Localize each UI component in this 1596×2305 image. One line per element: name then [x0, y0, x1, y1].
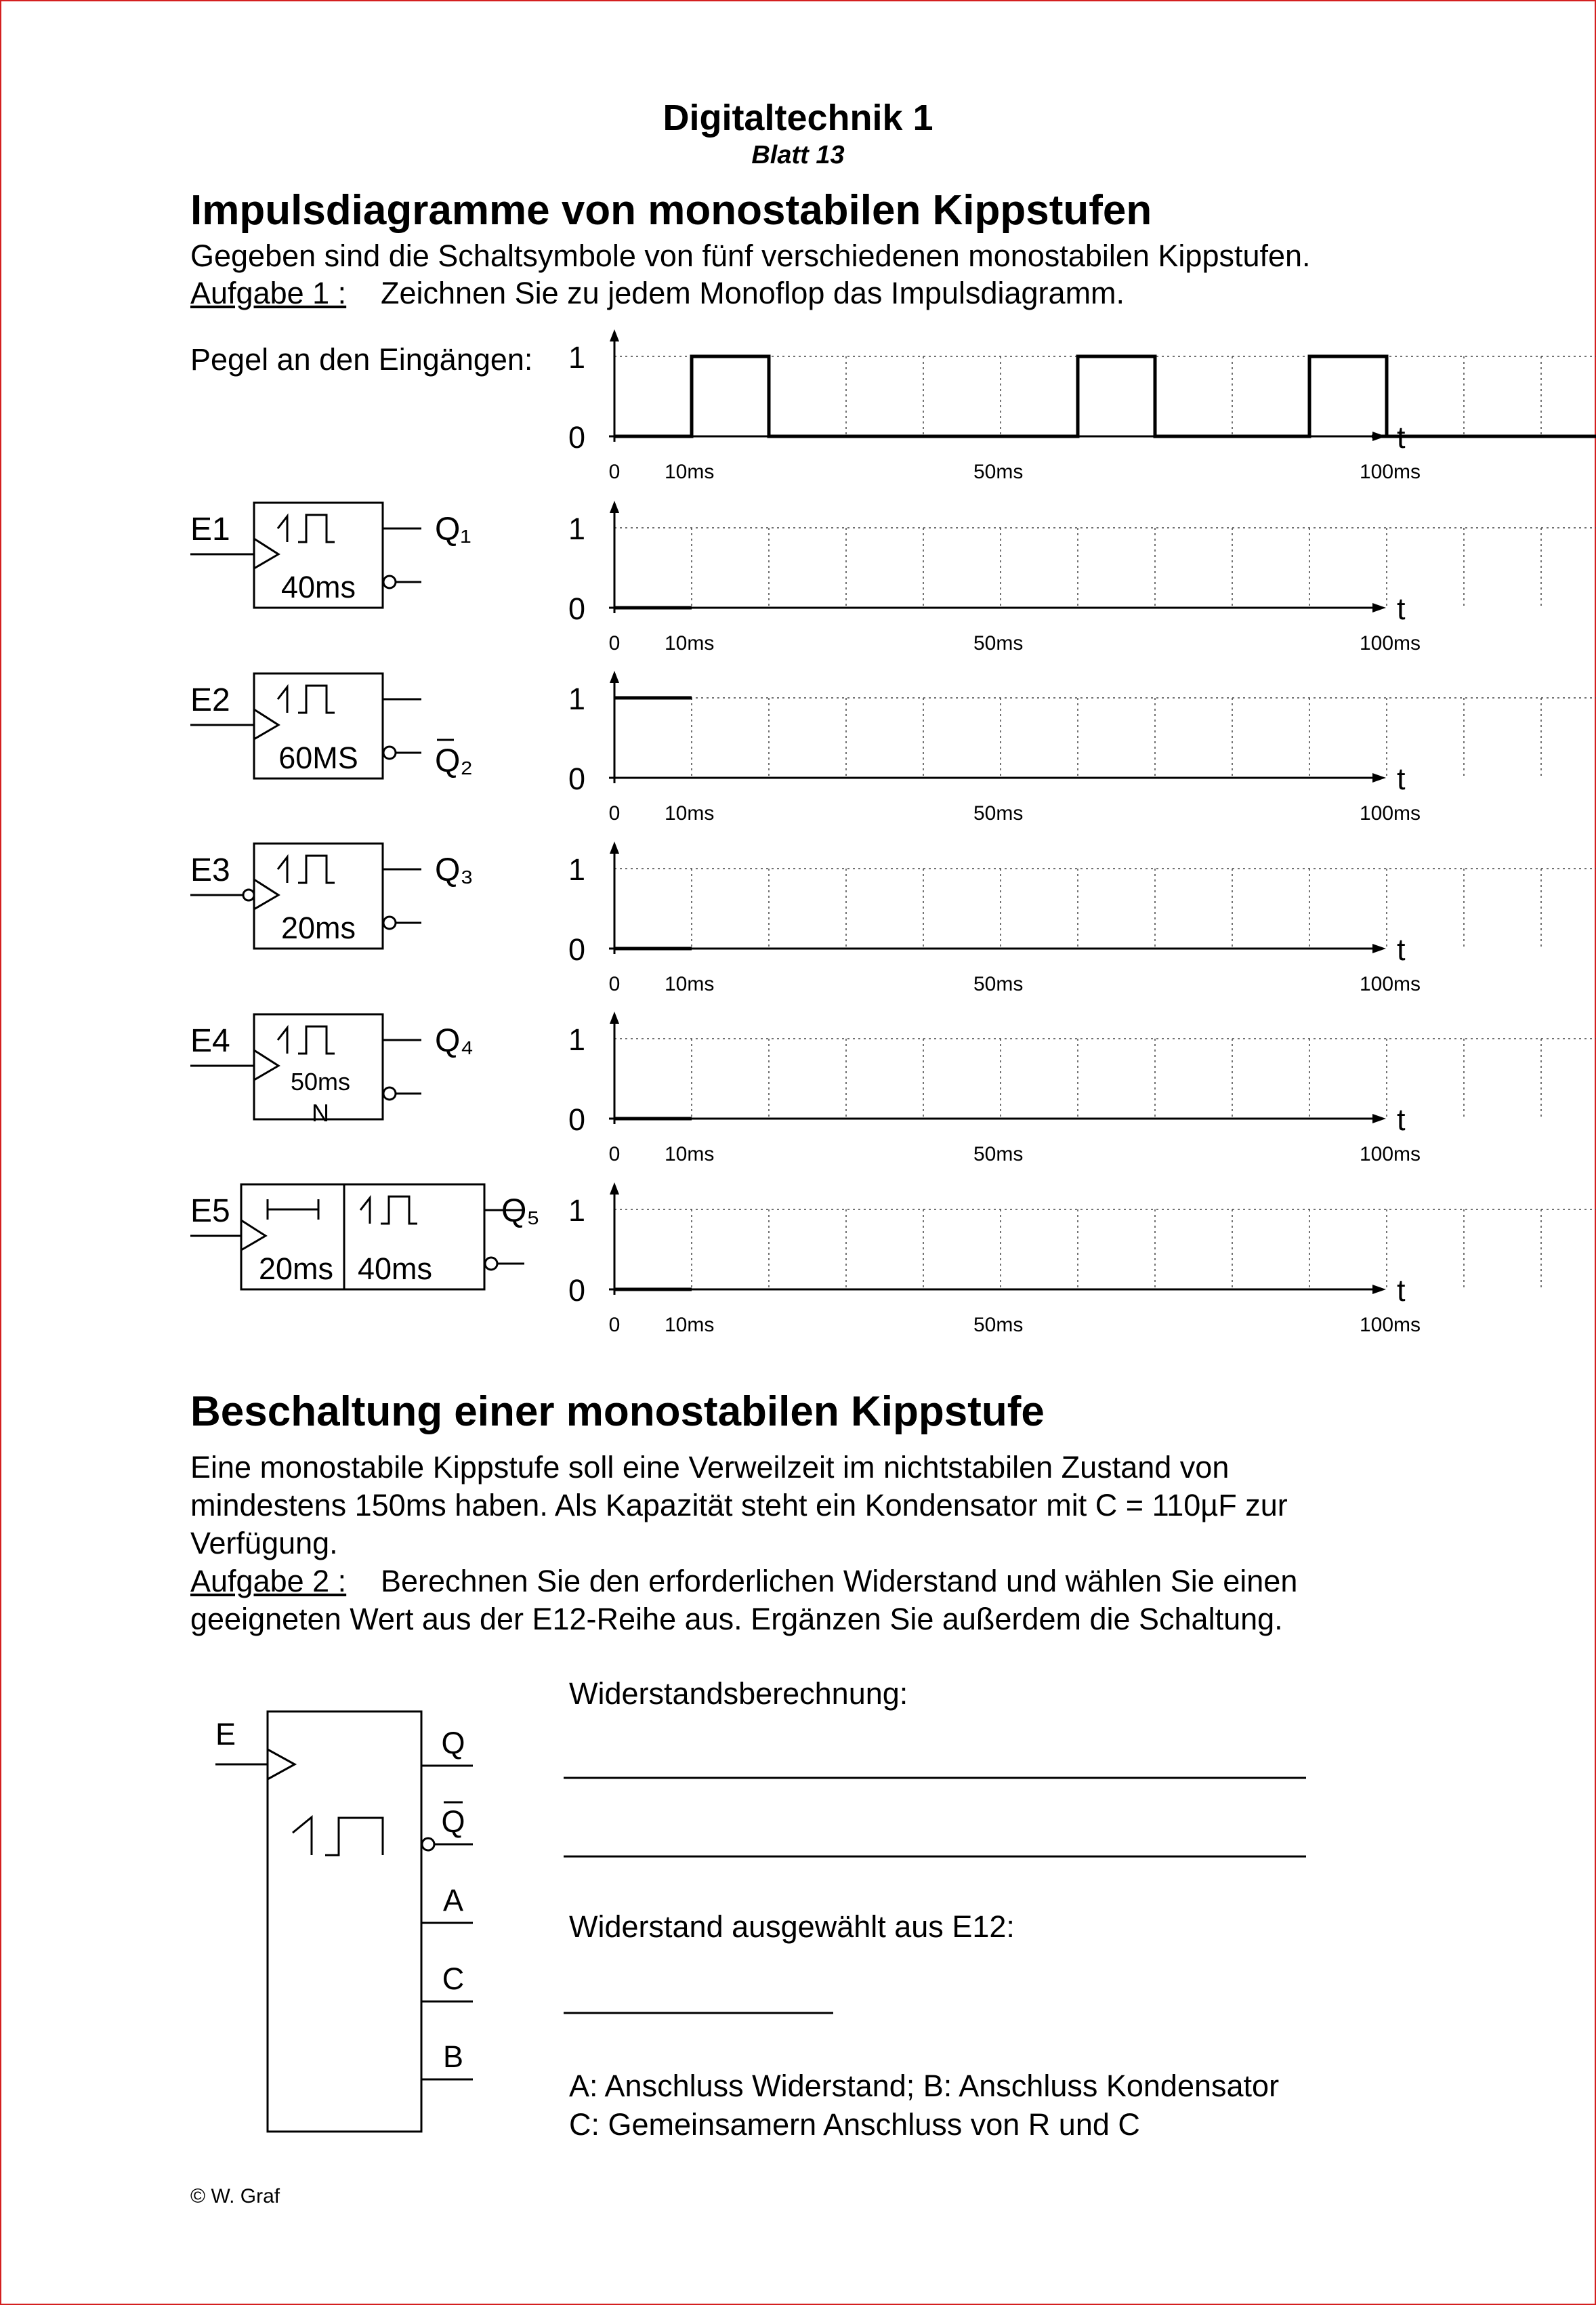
trigger-edge-glyph — [278, 687, 287, 713]
tick-label: 10ms — [665, 1314, 715, 1336]
chip-pin-label-q: Q — [441, 1726, 465, 1760]
tick-label: 50ms — [973, 802, 1024, 825]
monoflop-time: 40ms — [280, 570, 356, 604]
tick-label: 10ms — [665, 802, 715, 825]
legend-line1: A: Anschluss Widerstand; B: Anschluss Kondensator — [569, 2069, 1280, 2103]
input-label: E1 — [190, 512, 230, 547]
input-label: E5 — [190, 1193, 230, 1229]
tick-label: 0 — [608, 802, 621, 825]
output-negation-bubble — [383, 747, 396, 759]
y-axis-arrow — [610, 1182, 619, 1195]
section2-para-line2: mindestens 150ms haben. Als Kapazität steht ein Kondensator mit C = 110µF zur — [190, 1488, 1288, 1522]
t-label: t — [1397, 1273, 1406, 1308]
input-label: E4 — [190, 1023, 230, 1059]
tick-label: 50ms — [973, 632, 1024, 655]
y-label-low: 0 — [568, 1102, 585, 1137]
trigger-edge-glyph — [278, 857, 287, 883]
tick-label: 100ms — [1360, 973, 1421, 995]
copyright: © W. Graf — [190, 2185, 280, 2207]
chip-pulse-glyph — [325, 1818, 383, 1855]
tick-label: 100ms — [1360, 1314, 1421, 1336]
sheet-number: Blatt 13 — [751, 141, 845, 169]
tick-label: 50ms — [973, 973, 1024, 995]
chip-pin-label-q: Q — [441, 1804, 465, 1839]
y-label-low: 0 — [568, 1273, 585, 1308]
task2-line1: Berechnen Sie den erforderlichen Widerstand und wählen Sie einen — [381, 1564, 1298, 1598]
section1-intro: Gegeben sind die Schaltsymbole von fünf verschiedenen monostabilen Kippstufen. — [190, 238, 1311, 273]
clock-input-triangle — [254, 709, 278, 739]
monoflop-time: 60MS — [278, 741, 358, 775]
timing-diagrams — [568, 329, 1596, 1336]
monoflop-1 — [190, 503, 471, 608]
tick-label: 10ms — [665, 1143, 715, 1165]
pulse-glyph — [381, 1197, 417, 1224]
section2-title: Beschaltung einer monostabilen Kippstufe — [190, 1388, 1045, 1435]
x-axis-arrow — [1372, 603, 1386, 612]
tick-label: 100ms — [1360, 461, 1421, 483]
section2-para-line1: Eine monostabile Kippstufe soll eine Verweilzeit im nichtstabilen Zustand von — [190, 1450, 1230, 1484]
task1-label: Aufgabe 1 : — [190, 276, 347, 310]
y-axis-arrow — [610, 329, 619, 341]
timing-diagram-1 — [568, 501, 1596, 655]
task2-line2: geeigneten Wert aus der E12-Reihe aus. Ergänzen Sie außerdem die Schaltung. — [190, 1602, 1283, 1636]
monoflop-time: 40ms — [357, 1251, 433, 1286]
chip-input-label: E — [215, 1717, 236, 1751]
chip-qbar-bubble — [422, 1838, 434, 1850]
section1-title: Impulsdiagramme von monostabilen Kippstufen — [190, 187, 1152, 234]
tick-label: 0 — [608, 1314, 621, 1336]
monoflop-2 — [190, 673, 473, 779]
y-label-high: 1 — [568, 512, 585, 546]
input-signal — [614, 356, 1596, 436]
timing-diagram-0 — [568, 329, 1596, 483]
y-axis-arrow — [610, 842, 619, 854]
clock-input-triangle — [254, 539, 278, 568]
x-axis-arrow — [1372, 944, 1386, 953]
y-label-high: 1 — [568, 340, 585, 375]
section2-para-line3: Verfügung. — [190, 1526, 338, 1560]
task1-text: Zeichnen Sie zu jedem Monoflop das Impulsdiagramm. — [381, 276, 1125, 310]
tick-label: 0 — [608, 632, 621, 655]
tick-label: 50ms — [973, 1314, 1024, 1336]
y-axis-arrow — [610, 671, 619, 683]
task2-label: Aufgabe 2 : — [190, 1564, 347, 1598]
timing-diagram-4 — [568, 1012, 1596, 1165]
t-label: t — [1397, 1102, 1406, 1137]
monoflop-3 — [190, 844, 474, 949]
course-title: Digitaltechnik 1 — [663, 98, 933, 138]
monoflop-symbols — [190, 503, 540, 1289]
y-axis-arrow — [610, 501, 619, 513]
y-label-low: 0 — [568, 932, 585, 967]
y-label-high: 1 — [568, 852, 585, 887]
timing-diagram-2 — [568, 671, 1596, 825]
pulse-glyph — [298, 856, 335, 883]
chip-trigger-glyph — [293, 1817, 312, 1855]
chip-pin-label-a: A — [442, 1883, 464, 1917]
chip-clock-triangle — [268, 1749, 295, 1779]
pulse-glyph — [298, 1026, 335, 1054]
timing-diagram-3 — [568, 842, 1596, 995]
delay-time: 20ms — [258, 1251, 334, 1286]
pulse-glyph — [298, 686, 335, 713]
x-axis-arrow — [1372, 1114, 1386, 1123]
output-label: Q₃ — [435, 852, 474, 888]
clock-input-triangle — [254, 1050, 278, 1080]
monoflop-extra: N — [312, 1099, 329, 1127]
output-negation-bubble — [383, 576, 396, 588]
tick-label: 100ms — [1360, 802, 1421, 825]
pulse-glyph — [298, 515, 335, 542]
t-label: t — [1397, 932, 1406, 967]
t-label: t — [1397, 420, 1406, 455]
x-axis-arrow — [1372, 773, 1386, 783]
tick-label: 0 — [608, 1143, 621, 1165]
output-negation-bubble — [485, 1258, 497, 1270]
input-level-label: Pegel an den Eingängen: — [190, 342, 533, 377]
tick-label: 50ms — [973, 461, 1024, 483]
output-label: Q₁ — [435, 512, 471, 547]
trigger-edge-glyph — [360, 1198, 370, 1224]
output-label: Q₂ — [435, 743, 473, 779]
chip-box — [268, 1711, 421, 2132]
legend-line2: C: Gemeinsamern Anschluss von R und C — [569, 2107, 1140, 2142]
y-label-low: 0 — [568, 420, 585, 455]
monoflop-4 — [190, 1014, 474, 1127]
input-negation-bubble — [243, 890, 254, 900]
y-label-high: 1 — [568, 1022, 585, 1057]
input-label: E3 — [190, 852, 230, 888]
monoflop-5 — [190, 1184, 540, 1289]
tick-label: 10ms — [665, 973, 715, 995]
x-axis-arrow — [1372, 1285, 1386, 1294]
tick-label: 100ms — [1360, 632, 1421, 655]
chip-pin-label-b: B — [442, 2039, 464, 2074]
tick-label: 50ms — [973, 1143, 1024, 1165]
timing-diagram-5 — [568, 1182, 1596, 1336]
output-negation-bubble — [383, 1087, 396, 1100]
y-axis-arrow — [610, 1012, 619, 1024]
trigger-edge-glyph — [278, 516, 287, 542]
y-label-low: 0 — [568, 591, 585, 626]
trigger-edge-glyph — [278, 1028, 287, 1054]
clock-input-triangle — [241, 1220, 266, 1250]
output-negation-bubble — [383, 917, 396, 929]
monoflop-time: 50ms — [290, 1068, 351, 1096]
clock-input-triangle — [254, 879, 278, 909]
output-label: Q₅ — [501, 1193, 540, 1229]
input-label: E2 — [190, 682, 230, 718]
select-label: Widerstand ausgewählt aus E12: — [569, 1909, 1015, 1944]
tick-label: 100ms — [1360, 1143, 1421, 1165]
y-label-low: 0 — [568, 762, 585, 796]
y-label-high: 1 — [568, 1193, 585, 1228]
chip-pin-label-c: C — [442, 1961, 465, 1996]
tick-label: 0 — [608, 973, 621, 995]
monoflop-time: 20ms — [280, 911, 356, 945]
t-label: t — [1397, 591, 1406, 626]
tick-label: 0 — [608, 461, 621, 483]
y-label-high: 1 — [568, 682, 585, 716]
t-label: t — [1397, 762, 1406, 796]
calc-label: Widerstandsberechnung: — [569, 1676, 908, 1711]
tick-label: 10ms — [665, 632, 715, 655]
output-label: Q₄ — [435, 1023, 474, 1059]
tick-label: 10ms — [665, 461, 715, 483]
